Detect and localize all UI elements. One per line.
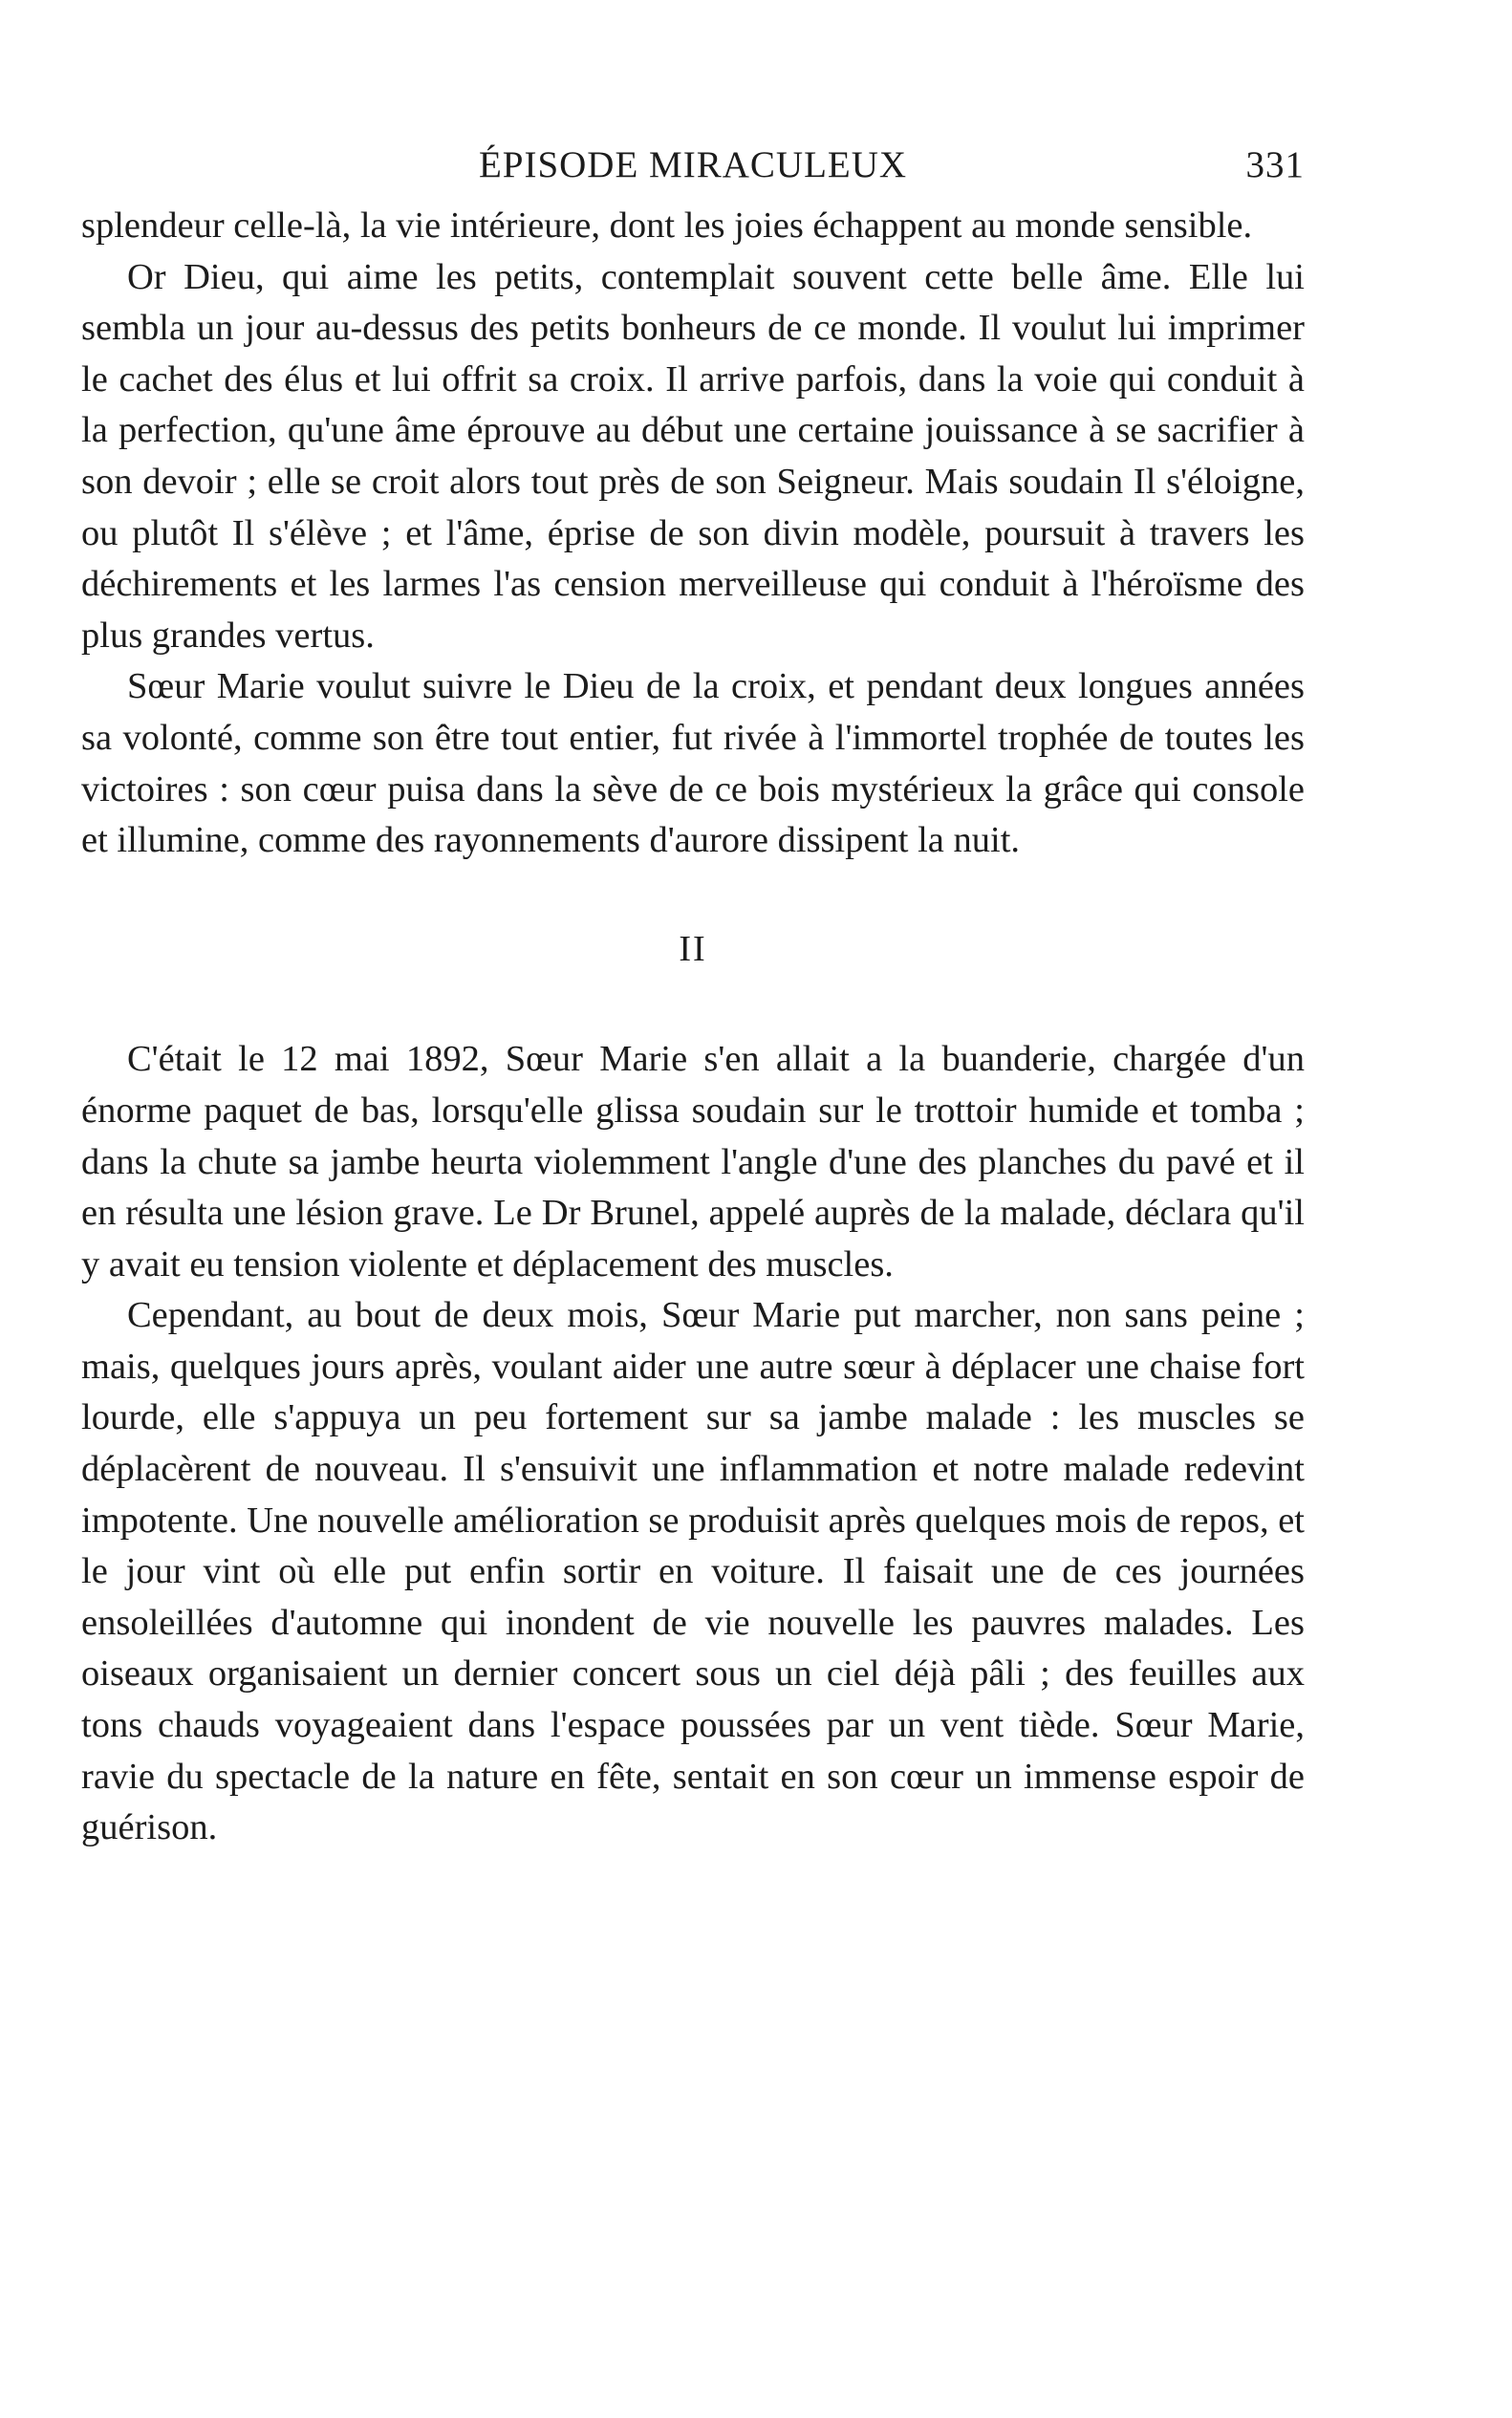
body-text	[81, 201, 1305, 1854]
paragraph: C'était le 12 mai 1892, Sœur Marie s'en allait a la buanderie, chargée d'un énorme paquet de bas, lorsqu'elle glissa soudain sur le trottoir humide et tomba ; dans la chute sa jambe heurta violemment l'angle d'une des planches du pavé et il en résulta une lésion grave. Le Dr Brunel, appelé auprès de la malade, déclara qu'il y avait eu tension violente et déplacement des muscles.	[81, 1039, 1305, 1285]
running-title: ÉPISODE MIRACULEUX	[478, 144, 908, 185]
page-number: 331	[1245, 144, 1305, 185]
running-head	[81, 143, 1305, 201]
paragraph-continuation: splendeur celle-là, la vie intérieure, dont les joies échappent au monde sensible.	[81, 205, 1253, 246]
paragraph: Cependant, au bout de deux mois, Sœur Marie put marcher, non sans peine ; mais, quelques jours après, voulant aider une autre sœur à déplacer une chaise fort lourde, elle s'appuya un peu fortement sur sa jambe malade : les muscles se déplacèrent de nouveau. Il s'ensuivit une inflammation et notre malade redevint impotente. Une nouvelle amélioration se produisit après quelques mois de repos, et le jour vint où elle put enfin sortir en voiture. Il faisait une de ces journées ensoleillées d'automne qui inondent de vie nouvelle les pauvres malades. Les oiseaux organisaient un dernier concert sous un ciel déjà pâli ; des feuilles aux tons chauds voyageaient dans l'espace poussées par un vent tiède. Sœur Marie, ravie du spectacle de la nature en fête, sentait en son cœur un immense espoir de guérison.	[81, 1295, 1305, 1848]
paragraph: Sœur Marie voulut suivre le Dieu de la croix, et pendant deux longues années sa volonté, comme son être tout entier, fut rivée à l'immortel trophée de toutes les victoires : son cœur puisa dans la sève de ce bois mystérieux la grâce qui console et illumine, comme des rayonnements d'aurore dissipent la nuit.	[81, 666, 1305, 861]
book-page	[81, 143, 1305, 1854]
paragraph: Or Dieu, qui aime les petits, contemplait souvent cette belle âme. Elle lui sembla un jour au-dessus des petits bonheurs de ce monde. Il voulut lui imprimer le cachet des élus et lui offrit sa croix. Il arrive parfois, dans la voie qui conduit à la perfection, qu'une âme éprouve au début une certaine jouissance à se sacrifier à son devoir ; elle se croit alors tout près de son Seigneur. Mais soudain Il s'éloigne, ou plutôt Il s'élève ; et l'âme, éprise de son divin modèle, poursuit à travers les déchirements et les larmes l'as cension merveilleuse qui conduit à l'héroïsme des plus grandes vertus.	[81, 256, 1305, 656]
section-heading: II	[679, 928, 707, 969]
